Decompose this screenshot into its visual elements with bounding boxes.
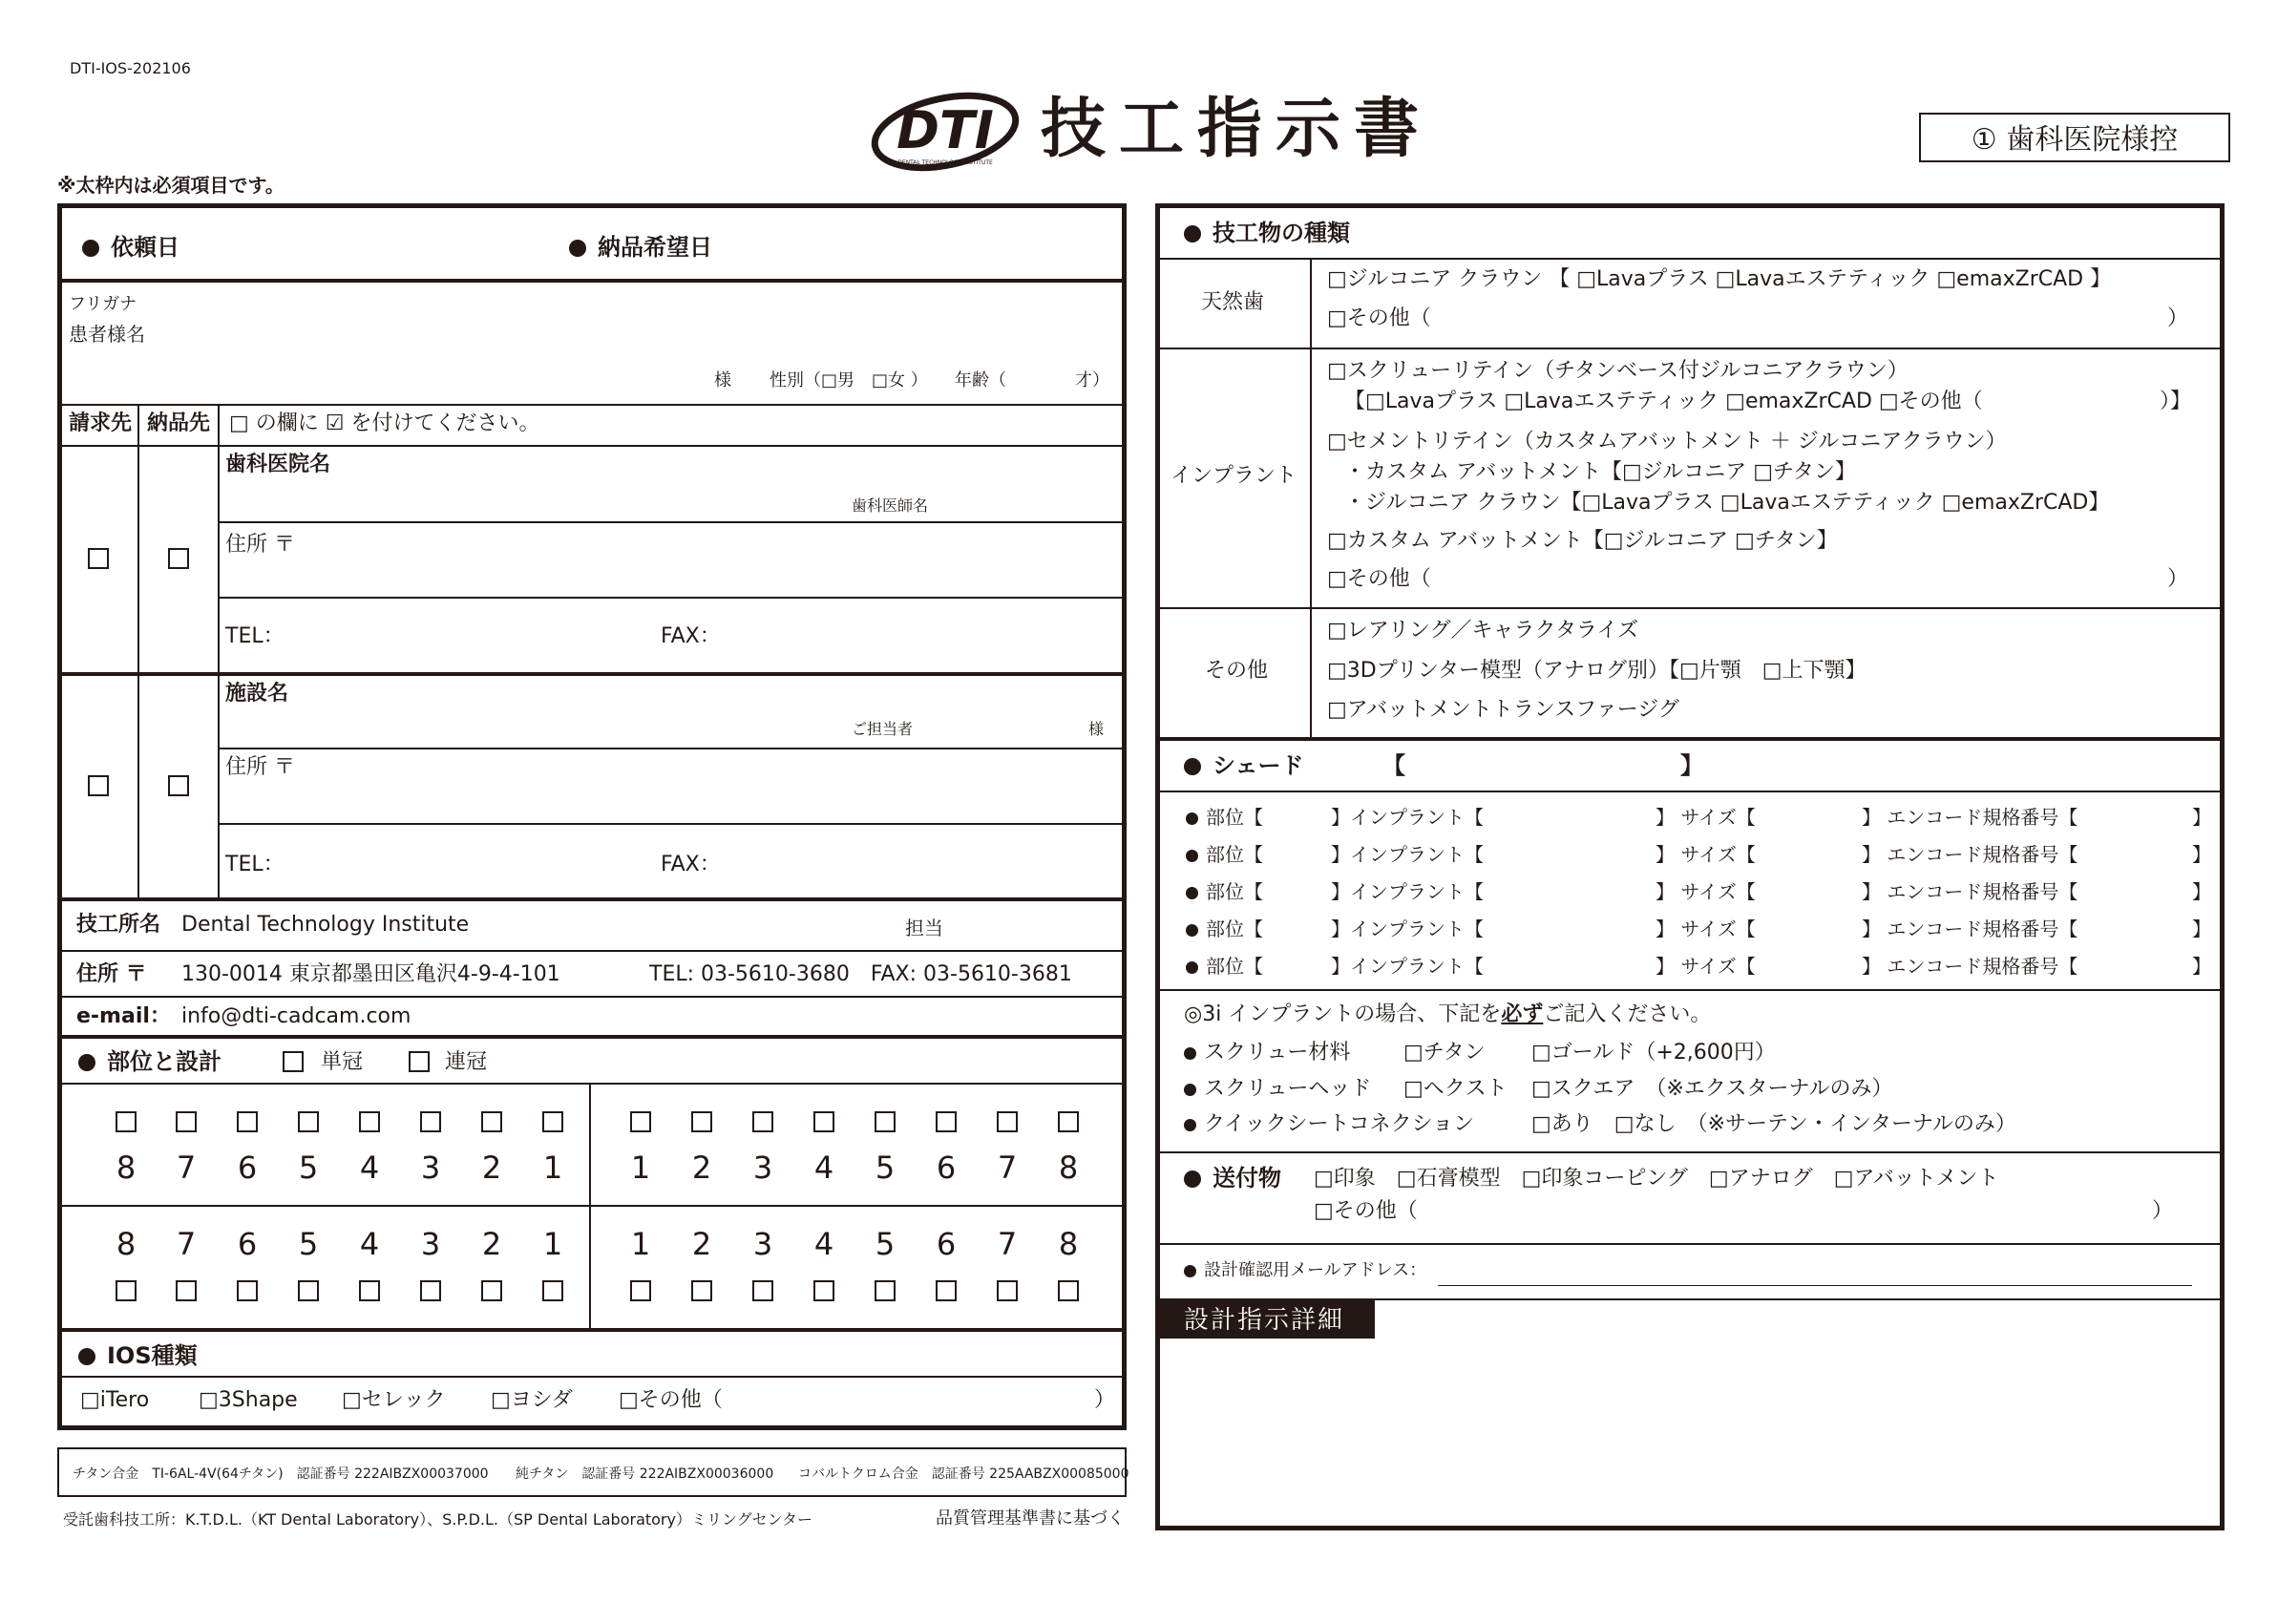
lower-right-tooth-checkbox-3[interactable] bbox=[420, 1280, 441, 1301]
delivery-facility-checkbox[interactable] bbox=[168, 775, 189, 796]
bullet-icon bbox=[1184, 758, 1201, 775]
upper-right-tooth-number: 7 bbox=[176, 1149, 197, 1186]
design-detail-header bbox=[1159, 1300, 1375, 1339]
upper-left-tooth-number: 6 bbox=[936, 1149, 957, 1186]
lab-name-label: 技工所名 bbox=[76, 913, 161, 937]
dentist-name-label: 歯科医師名 bbox=[852, 496, 929, 515]
upper-left-tooth-number: 1 bbox=[630, 1149, 651, 1186]
lab-email-label: e-mail： bbox=[76, 1004, 171, 1028]
upper-right-tooth-number: 3 bbox=[420, 1149, 441, 1186]
lower-right-tooth-number: 1 bbox=[542, 1226, 563, 1262]
shade-row-part[interactable] bbox=[1186, 845, 1263, 864]
upper-left-tooth-number: 2 bbox=[691, 1149, 712, 1186]
lower-left-tooth-checkbox-6[interactable] bbox=[936, 1280, 957, 1301]
screw-head-hex[interactable]: □ヘクスト bbox=[1403, 1077, 1508, 1101]
bullet-icon bbox=[1186, 961, 1198, 974]
billing-clinic-checkbox[interactable] bbox=[88, 548, 109, 569]
shade-row-part-text: 部位【 bbox=[1206, 843, 1263, 866]
lab-name: Dental Technology Institute bbox=[181, 913, 470, 937]
shade-row-part-text: 部位【 bbox=[1206, 917, 1263, 940]
delivery-clinic-checkbox[interactable] bbox=[168, 548, 189, 569]
lower-left-tooth-number: 2 bbox=[691, 1226, 712, 1262]
bridge-label: 連冠 bbox=[445, 1050, 488, 1074]
cert-titanium-alloy: チタン合金 TI-6AL-4V(64チタン) 認証番号 222AIBZX00037000 bbox=[73, 1466, 489, 1482]
shade-row-end: 】 bbox=[2192, 955, 2211, 978]
lower-left-tooth-checkbox-1[interactable] bbox=[630, 1280, 651, 1301]
implant-screw-options-close: ）】 bbox=[2160, 390, 2192, 413]
lab-email[interactable]: info@dti-cadcam.com bbox=[181, 1004, 411, 1028]
facility-person-label: ご担当者 bbox=[852, 720, 914, 738]
facility-address-label: 住所 〒 bbox=[225, 755, 295, 779]
clinic-fax-label: FAX： bbox=[661, 624, 721, 648]
upper-left-tooth-checkbox-1[interactable] bbox=[630, 1111, 651, 1132]
lower-right-tooth-checkbox-8[interactable] bbox=[116, 1280, 137, 1301]
note-3i-emphasis: 必ず bbox=[1501, 1002, 1544, 1026]
send-items-label bbox=[1184, 1167, 1281, 1190]
note-3i-a: ◎3i インプラントの場合、下記を bbox=[1184, 1002, 1502, 1026]
ios-yoshida-option[interactable]: □ヨシダ bbox=[491, 1388, 573, 1412]
copy-label-box bbox=[1919, 113, 2230, 162]
shade-label bbox=[1184, 754, 1304, 777]
screw-head-text: スクリューヘッド bbox=[1204, 1077, 1372, 1101]
age-field[interactable]: 年齢（ 才） bbox=[955, 370, 1109, 390]
lower-right-tooth-number: 8 bbox=[116, 1226, 137, 1262]
shade-row-part[interactable] bbox=[1186, 919, 1263, 939]
lower-left-tooth-number: 6 bbox=[936, 1226, 957, 1262]
upper-right-tooth-checkbox-5[interactable] bbox=[298, 1111, 319, 1132]
shade-row-implant[interactable]: 】インプラント【 bbox=[1331, 880, 1484, 903]
shade-row-implant[interactable]: 】インプラント【 bbox=[1331, 806, 1484, 829]
implant-custom-abutment[interactable]: ・カスタム アバットメント【□ジルコニア □チタン】 bbox=[1344, 460, 1856, 484]
upper-left-tooth-checkbox-5[interactable] bbox=[875, 1111, 896, 1132]
shade-row-part-text: 部位【 bbox=[1206, 955, 1263, 978]
single-crown-checkbox[interactable] bbox=[283, 1051, 304, 1072]
lower-left-tooth-number: 5 bbox=[875, 1226, 896, 1262]
shade-close-bracket: 】 bbox=[1680, 752, 1703, 779]
bullet-icon bbox=[1184, 1047, 1196, 1060]
bullet-icon bbox=[1184, 1119, 1196, 1131]
shade-open-bracket: 【 bbox=[1382, 752, 1405, 779]
work-type-label bbox=[1184, 221, 1350, 244]
design-email-text: 設計確認用メールアドレス： bbox=[1204, 1260, 1427, 1280]
implant-custom-abutment-only[interactable]: □カスタム アバットメント【□ジルコニア □チタン】 bbox=[1327, 529, 1838, 553]
bullet-icon bbox=[1186, 924, 1198, 937]
shade-row-end: 】 bbox=[2192, 880, 2211, 903]
part-design-label bbox=[78, 1050, 221, 1073]
facility-sama: 様 bbox=[1088, 720, 1105, 738]
shade-row-encode[interactable]: 】 エンコード規格番号【 bbox=[1862, 880, 2078, 903]
design-detail-label: 設計指示詳細 bbox=[1184, 1306, 1345, 1335]
gender-field[interactable]: 性別（□男 □女 ） bbox=[770, 370, 928, 390]
screw-head-square[interactable]: □スクエア （※エクスターナルのみ） bbox=[1531, 1077, 1893, 1101]
quick-seat-text: クイックシートコネクション bbox=[1204, 1112, 1475, 1136]
bullet-icon bbox=[1186, 812, 1198, 825]
upper-right-tooth-number: 6 bbox=[237, 1149, 258, 1186]
lower-right-tooth-number: 5 bbox=[298, 1226, 319, 1262]
lower-right-tooth-checkbox-5[interactable] bbox=[298, 1280, 319, 1301]
request-date-text: 依頼日 bbox=[111, 234, 179, 261]
upper-left-tooth-checkbox-3[interactable] bbox=[752, 1111, 773, 1132]
shade-row-part[interactable] bbox=[1186, 882, 1263, 901]
bullet-icon bbox=[1186, 887, 1198, 899]
ios-type-label bbox=[78, 1344, 198, 1367]
screw-head-label bbox=[1184, 1079, 1371, 1100]
shade-row-end: 】 bbox=[2192, 843, 2211, 866]
bullet-icon bbox=[78, 1054, 95, 1071]
send-items-text: 送付物 bbox=[1213, 1165, 1281, 1192]
footer-quality: 品質管理基準書に基づく bbox=[936, 1508, 1125, 1529]
shade-row-encode[interactable]: 】 エンコード規格番号【 bbox=[1862, 955, 2078, 978]
screw-material-label bbox=[1184, 1043, 1350, 1064]
lower-left-tooth-checkbox-7[interactable] bbox=[997, 1280, 1018, 1301]
natural-zirconia-crown[interactable]: □ジルコニア クラウン 【 □Lavaプラス □Lavaエステティック □emaxZrCAD 】 bbox=[1327, 267, 2112, 291]
check-instruction: □ の欄に ☑ を付けてください。 bbox=[229, 411, 540, 435]
send-items-options[interactable]: □印象 □石膏模型 □印象コーピング □アナログ □アバットメント bbox=[1314, 1167, 1999, 1191]
shade-row-size[interactable]: 】 サイズ【 bbox=[1656, 806, 1756, 829]
billing-label: 請求先 bbox=[69, 411, 133, 435]
ios-itero-option[interactable]: □iTero bbox=[80, 1388, 150, 1412]
shade-row-part-text: 部位【 bbox=[1206, 806, 1263, 829]
bullet-icon bbox=[569, 240, 586, 257]
note-3i-c: ご記入ください。 bbox=[1543, 1002, 1712, 1026]
shade-row-implant[interactable]: 】インプラント【 bbox=[1331, 955, 1484, 978]
design-email-label bbox=[1184, 1262, 1426, 1279]
lower-left-tooth-checkbox-3[interactable] bbox=[752, 1280, 773, 1301]
lab-address: 130-0014 東京都墨田区亀沢4-9-4-101 bbox=[181, 962, 560, 986]
implant-screw-options[interactable]: 【□Lavaプラス □Lavaエステティック □emaxZrCAD □その他（ bbox=[1344, 390, 1983, 413]
patient-sama: 様 bbox=[714, 370, 731, 390]
upper-left-tooth-checkbox-2[interactable] bbox=[691, 1111, 712, 1132]
shade-row-end: 】 bbox=[2192, 806, 2211, 829]
upper-right-tooth-checkbox-4[interactable] bbox=[359, 1111, 380, 1132]
note-3i bbox=[1184, 1004, 1711, 1025]
bullet-icon bbox=[1184, 1265, 1196, 1277]
other-label: その他 bbox=[1205, 659, 1269, 683]
implant-label: インプラント bbox=[1171, 464, 1297, 488]
patient-name-label: 患者様名 bbox=[69, 323, 145, 346]
send-items-other-close: ） bbox=[2152, 1199, 2174, 1223]
lower-left-tooth-number: 1 bbox=[630, 1226, 651, 1262]
design-detail-area[interactable] bbox=[1159, 1339, 2221, 1526]
lower-left-tooth-number: 4 bbox=[813, 1226, 834, 1262]
screw-material-text: スクリュー材料 bbox=[1204, 1041, 1351, 1065]
delivery-date-text: 納品希望日 bbox=[598, 234, 712, 261]
other-transfer-jig[interactable]: □アバットメントトランスファージグ bbox=[1327, 698, 1679, 722]
lower-right-tooth-checkbox-6[interactable] bbox=[237, 1280, 258, 1301]
lower-left-tooth-checkbox-4[interactable] bbox=[813, 1280, 834, 1301]
bullet-icon bbox=[82, 240, 99, 257]
implant-other[interactable]: □その他（ bbox=[1327, 567, 1431, 591]
shade-row-end: 】 bbox=[2192, 917, 2211, 940]
work-type-text: 技工物の種類 bbox=[1213, 220, 1350, 246]
bridge-checkbox[interactable] bbox=[409, 1051, 430, 1072]
upper-right-tooth-number: 5 bbox=[298, 1149, 319, 1186]
ios-cerec-option[interactable]: □セレック bbox=[342, 1388, 446, 1412]
bullet-icon bbox=[1184, 1084, 1196, 1096]
ios-3shape-option[interactable]: □3Shape bbox=[199, 1388, 298, 1412]
upper-right-tooth-checkbox-8[interactable] bbox=[116, 1111, 137, 1132]
page-title: 技工指示書 bbox=[1041, 92, 1433, 167]
cert-pure-titanium: 純チタン 認証番号 222AIBZX00036000 bbox=[516, 1466, 774, 1482]
implant-cement-retain[interactable]: □セメントリテイン（カスタムアバットメント ＋ ジルコニアクラウン） bbox=[1327, 430, 2007, 453]
shade-row-part[interactable] bbox=[1186, 957, 1263, 976]
lower-right-tooth-checkbox-1[interactable] bbox=[542, 1280, 563, 1301]
upper-left-tooth-checkbox-6[interactable] bbox=[936, 1111, 957, 1132]
upper-right-tooth-checkbox-1[interactable] bbox=[542, 1111, 563, 1132]
upper-right-tooth-checkbox-7[interactable] bbox=[176, 1111, 197, 1132]
lower-right-tooth-number: 4 bbox=[359, 1226, 380, 1262]
document-code: DTI-IOS-202106 bbox=[70, 59, 191, 77]
implant-other-close: ） bbox=[2167, 567, 2189, 591]
natural-other-close: ） bbox=[2167, 306, 2189, 330]
upper-left-tooth-checkbox-7[interactable] bbox=[997, 1111, 1018, 1132]
implant-zirconia-crown[interactable]: ・ジルコニア クラウン【□Lavaプラス □Lavaエステティック □emaxZrCAD】 bbox=[1344, 491, 2110, 515]
lower-left-tooth-checkbox-5[interactable] bbox=[875, 1280, 896, 1301]
bullet-icon bbox=[1184, 1171, 1201, 1188]
lower-right-tooth-number: 2 bbox=[481, 1226, 502, 1262]
shade-text: シェード bbox=[1213, 752, 1304, 779]
part-design-text: 部位と設計 bbox=[107, 1048, 221, 1075]
facility-name-label: 施設名 bbox=[225, 682, 289, 706]
lower-right-tooth-number: 6 bbox=[237, 1226, 258, 1262]
shade-row-size[interactable]: 】 サイズ【 bbox=[1656, 955, 1756, 978]
facility-tel-label: TEL： bbox=[225, 853, 285, 876]
lower-right-tooth-number: 3 bbox=[420, 1226, 441, 1262]
bullet-icon bbox=[78, 1348, 95, 1365]
facility-fax-label: FAX： bbox=[661, 853, 721, 876]
upper-right-tooth-checkbox-2[interactable] bbox=[481, 1111, 502, 1132]
lower-left-tooth-number: 7 bbox=[997, 1226, 1018, 1262]
clinic-name-label: 歯科医院名 bbox=[225, 453, 331, 476]
upper-left-tooth-number: 7 bbox=[997, 1149, 1018, 1186]
shade-row-size[interactable]: 】 サイズ【 bbox=[1656, 880, 1756, 903]
lower-right-tooth-checkbox-4[interactable] bbox=[359, 1280, 380, 1301]
required-note: ※太枠内は必須項目です。 bbox=[57, 174, 285, 197]
quick-seat-options[interactable]: □あり □なし （※サーテン・インターナルのみ） bbox=[1531, 1112, 2016, 1136]
shade-row-size[interactable]: 】 サイズ【 bbox=[1656, 917, 1756, 940]
screw-material-titanium[interactable]: □チタン bbox=[1403, 1041, 1486, 1065]
natural-teeth-label: 天然歯 bbox=[1201, 290, 1265, 314]
bullet-icon bbox=[1184, 225, 1201, 243]
upper-right-tooth-number: 4 bbox=[359, 1149, 380, 1186]
screw-material-gold[interactable]: □ゴールド（+2,600円） bbox=[1531, 1041, 1776, 1065]
logo-text: DTI bbox=[896, 100, 994, 160]
upper-right-tooth-number: 8 bbox=[116, 1149, 137, 1186]
shade-row-implant[interactable]: 】インプラント【 bbox=[1331, 917, 1484, 940]
upper-right-tooth-checkbox-6[interactable] bbox=[237, 1111, 258, 1132]
single-crown-label: 単冠 bbox=[321, 1050, 364, 1074]
send-items-other[interactable]: □その他（ bbox=[1314, 1199, 1418, 1223]
ios-type-text: IOS種類 bbox=[107, 1342, 198, 1369]
shade-row-implant[interactable]: 】インプラント【 bbox=[1331, 843, 1484, 866]
upper-left-tooth-checkbox-4[interactable] bbox=[813, 1111, 834, 1132]
lower-left-tooth-number: 8 bbox=[1058, 1226, 1079, 1262]
ios-other-close: ） bbox=[1094, 1388, 1116, 1412]
lower-right-tooth-number: 7 bbox=[176, 1226, 197, 1262]
furigana-label: フリガナ bbox=[69, 294, 137, 314]
upper-right-tooth-checkbox-3[interactable] bbox=[420, 1111, 441, 1132]
request-date-label bbox=[82, 236, 179, 259]
bullet-icon bbox=[1186, 850, 1198, 862]
quick-seat-label bbox=[1184, 1114, 1474, 1135]
billing-facility-checkbox[interactable] bbox=[88, 775, 109, 796]
lower-right-tooth-checkbox-7[interactable] bbox=[176, 1280, 197, 1301]
upper-right-tooth-number: 2 bbox=[481, 1149, 502, 1186]
dti-logo bbox=[871, 86, 1023, 177]
clinic-tel-label: TEL： bbox=[225, 624, 285, 648]
shade-row-part-text: 部位【 bbox=[1206, 880, 1263, 903]
shade-row-encode[interactable]: 】 エンコード規格番号【 bbox=[1862, 806, 2078, 829]
lower-left-tooth-checkbox-2[interactable] bbox=[691, 1280, 712, 1301]
shade-row-size[interactable]: 】 サイズ【 bbox=[1656, 843, 1756, 866]
upper-left-tooth-checkbox-8[interactable] bbox=[1058, 1111, 1079, 1132]
lab-tel-fax: TEL: 03-5610-3680 FAX: 03-5610-3681 bbox=[649, 962, 1072, 986]
delivery-label: 納品先 bbox=[147, 411, 211, 435]
upper-right-tooth-number: 1 bbox=[542, 1149, 563, 1186]
footer-lab-info: 受託歯科技工所：K.T.D.L.（KT Dental Laboratory）、S.P.D.L.（SP Dental Laboratory）ミリングセンター bbox=[63, 1510, 813, 1529]
other-layering[interactable]: □レアリング／キャラクタライズ bbox=[1327, 619, 1639, 643]
lab-staff-label: 担当 bbox=[905, 917, 943, 939]
implant-screw-retain[interactable]: □スクリューリテイン（チタンベース付ジルコニアクラウン） bbox=[1327, 359, 1909, 383]
lab-address-label: 住所 〒 bbox=[76, 962, 147, 986]
lower-left-tooth-checkbox-8[interactable] bbox=[1058, 1280, 1079, 1301]
upper-left-tooth-number: 8 bbox=[1058, 1149, 1079, 1186]
upper-left-tooth-number: 5 bbox=[875, 1149, 896, 1186]
lower-left-tooth-number: 3 bbox=[752, 1226, 773, 1262]
logo-tagline: DENTAL TECHNOLOGY INSTITUTE bbox=[897, 159, 993, 166]
design-email-input-line[interactable] bbox=[1438, 1285, 2192, 1286]
upper-left-tooth-number: 4 bbox=[813, 1149, 834, 1186]
cert-cobalt-chrome: コバルトクロム合金 認証番号 225AABZX00085000 bbox=[798, 1466, 1129, 1482]
ios-other-option[interactable]: □その他（ bbox=[619, 1388, 723, 1412]
natural-other[interactable]: □その他（ bbox=[1327, 306, 1431, 330]
shade-row-encode[interactable]: 】 エンコード規格番号【 bbox=[1862, 917, 2078, 940]
lower-right-tooth-checkbox-2[interactable] bbox=[481, 1280, 502, 1301]
shade-row-part[interactable] bbox=[1186, 808, 1263, 827]
upper-left-tooth-number: 3 bbox=[752, 1149, 773, 1186]
clinic-address-label: 住所 〒 bbox=[225, 533, 295, 557]
shade-row-encode[interactable]: 】 エンコード規格番号【 bbox=[1862, 843, 2078, 866]
delivery-date-label bbox=[569, 236, 712, 259]
other-3d-model[interactable]: □3Dプリンター模型（アナログ別）【□片顎 □上下顎】 bbox=[1327, 659, 1867, 683]
copy-label: ① 歯科医院様控 bbox=[1971, 123, 2179, 157]
